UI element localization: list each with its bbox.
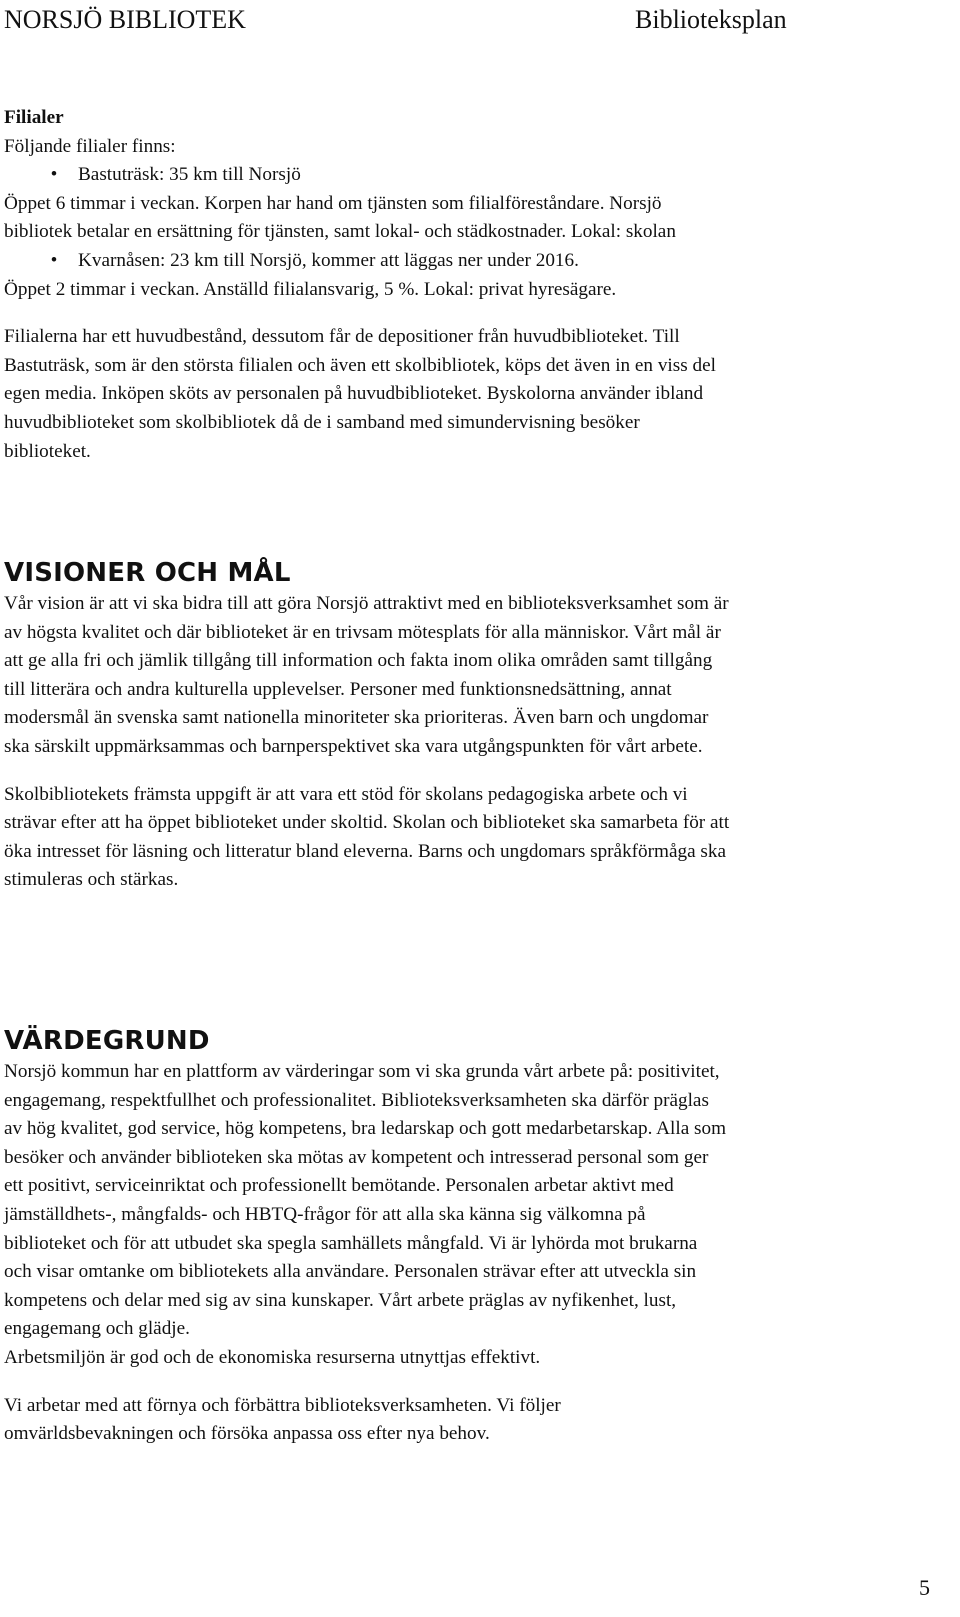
paragraph-line: besöker och använder biblioteken ska mötas av kompetent och intresserad personal som ger — [4, 1146, 709, 1168]
paragraph-line: av hög kvalitet, god service, hög kompetens, bra ledarskap och gott medarbetarskap. Alla som — [4, 1118, 726, 1140]
list-item-text: Bastuträsk: 35 km till Norsjö — [78, 164, 301, 186]
paragraph-line: biblioteket. — [4, 440, 91, 462]
bullet-continuation: Öppet 6 timmar i veckan. Korpen har hand om tjänsten som filialföreståndare. Norsjö — [4, 192, 662, 214]
list-item-bastutrask — [4, 161, 944, 190]
paragraph-line: och visar omtanke om bibliotekets alla användare. Personalen strävar efter att utveckla sin — [4, 1261, 697, 1283]
section-visioner — [4, 556, 944, 895]
vardegrund-heading: VÄRDEGRUND — [4, 1026, 210, 1056]
paragraph-line: jämställdhets-, mångfalds- och HBTQ-frågor för att alla ska känna sig välkomna på — [4, 1203, 646, 1225]
paragraph-line: engagemang och glädje. — [4, 1318, 190, 1340]
header-document-title: Biblioteksplan — [635, 5, 787, 34]
paragraph-line: Skolbibliotekets främsta uppgift är att vara ett stöd för skolans pedagogiska arbete och vi — [4, 783, 688, 805]
paragraph-line: strävar efter att ha öppet biblioteket under skoltid. Skolan och biblioteket ska samarbeta för att — [4, 812, 730, 834]
paragraph-line: Arbetsmiljön är god och de ekonomiska resurserna utnyttjas effektivt. — [4, 1346, 541, 1368]
page-header — [4, 2, 944, 38]
paragraph-line: att ge alla fri och jämlik tillgång till information och fakta inom olika områden samt tillgång — [4, 650, 713, 672]
bullet-icon: • — [50, 164, 58, 186]
paragraph-line: engagemang, respektfullhet och professionalitet. Biblioteksverksamheten ska därför präglas — [4, 1089, 709, 1111]
filialer-intro: Följande filialer finns: — [4, 135, 176, 157]
paragraph-line: Bastuträsk, som är den största filialen och även ett skolbibliotek, köps det även in en viss del — [4, 354, 716, 376]
paragraph-line: egen media. Inköpen sköts av personalen på huvudbiblioteket. Byskolorna använder ibland — [4, 383, 704, 405]
paragraph-line: öka intresset för läsning och litteratur bland eleverna. Barns och ungdomars språkförmåga ska — [4, 840, 726, 862]
paragraph-line: Vi arbetar med att förnya och förbättra biblioteksverksamheten. Vi följer — [4, 1394, 561, 1416]
paragraph-line: ska särskilt uppmärksammas och barnperspektivet ska vara utgångspunkten för vårt arbete. — [4, 735, 703, 757]
list-item-kvarnasen — [4, 247, 944, 276]
visioner-heading: VISIONER OCH MÅL — [4, 558, 291, 588]
paragraph-line: Filialerna har ett huvudbestånd, dessutom får de depositioner från huvudbiblioteket. Till — [4, 326, 680, 348]
paragraph-line: huvudbiblioteket som skolbibliotek då de i samband med simundervisning besöker — [4, 411, 640, 433]
bullet-icon: • — [50, 249, 58, 271]
paragraph-line: stimuleras och stärkas. — [4, 869, 179, 891]
header-organization: NORSJÖ BIBLIOTEK — [4, 5, 246, 34]
page-number: 5 — [919, 1575, 930, 1600]
paragraph-line: Vår vision är att vi ska bidra till att göra Norsjö attraktivt med en biblioteksverksamhet som är — [4, 593, 729, 614]
paragraph-line: ett positivt, serviceinriktat och professionellt bemötande. Personalen arbetar aktivt med — [4, 1175, 674, 1197]
bullet-continuation: Öppet 2 timmar i veckan. Anställd filialansvarig, 5 %. Lokal: privat hyresägare. — [4, 278, 617, 300]
paragraph-line: modersmål än svenska samt nationella minoriteter ska prioriteras. Även barn och ungdomar — [4, 707, 709, 729]
paragraph-line: av högsta kvalitet och där biblioteket är en trivsam mötesplats för alla människor. Vårt mål är — [4, 621, 721, 643]
paragraph-line: biblioteket och för att utbudet ska spegla samhällets mångfald. Vi är lyhörda mot brukarna — [4, 1232, 698, 1254]
section-vardegrund — [4, 1024, 944, 1449]
paragraph-line: omvärldsbevakningen och försöka anpassa oss efter nya behov. — [4, 1423, 490, 1445]
paragraph-line: kompetens och delar med sig av sina kunskaper. Vårt arbete präglas av nyfikenhet, lust, — [4, 1289, 677, 1311]
section-filialer — [4, 104, 944, 466]
paragraph-line: Norsjö kommun har en plattform av värderingar som vi ska grunda vårt arbete på: positivitet, — [4, 1061, 720, 1082]
paragraph-line: till litterära och andra kulturella upplevelser. Personer med funktionsnedsättning, annat — [4, 678, 672, 700]
list-item-text: Kvarnåsen: 23 km till Norsjö, kommer att läggas ner under 2016. — [78, 249, 579, 271]
bullet-continuation: bibliotek betalar en ersättning för tjänsten, samt lokal- och städkostnader. Lokal: skolan — [4, 221, 676, 243]
filialer-heading: Filialer — [4, 107, 64, 128]
